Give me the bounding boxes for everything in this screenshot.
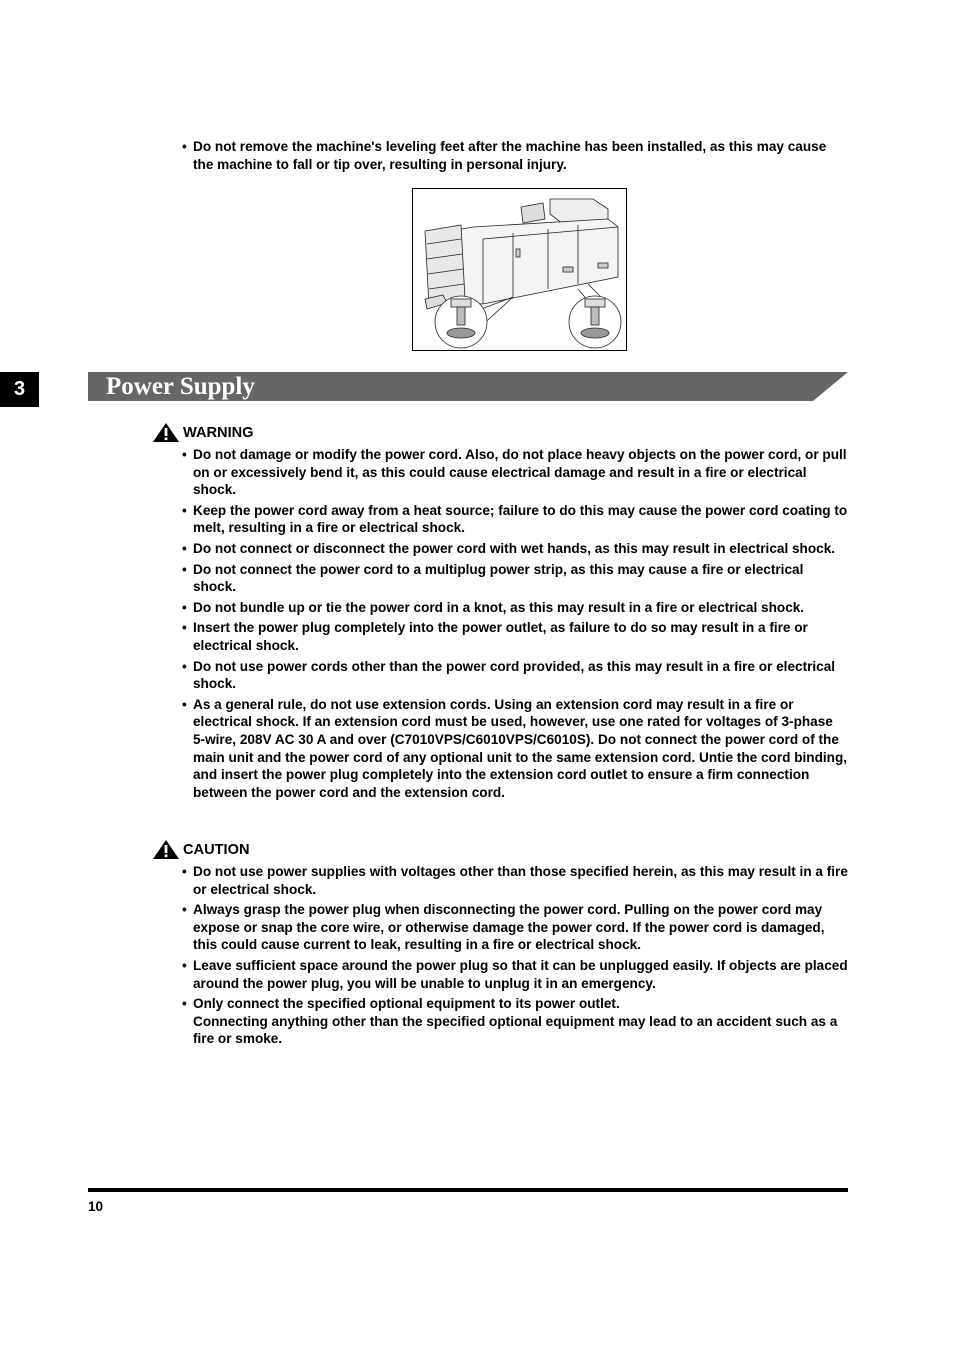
warning-item-text: Do not use power cords other than the power cord provided, as this may result in a fire or electrical shock. [193, 658, 836, 692]
list-item [182, 619, 848, 654]
list-item [182, 446, 848, 499]
bullet-glyph: • [182, 864, 187, 879]
machine-leveling-feet-illustration [412, 188, 627, 351]
caution-list [182, 863, 848, 1051]
bullet-glyph: • [182, 658, 187, 674]
caution-heading [152, 839, 249, 860]
warning-triangle-icon [152, 422, 180, 443]
bullet-glyph: • [182, 902, 187, 918]
caution-item-text: Always grasp the power plug when disconnecting the power cord. Pulling on the power cord may expose or snap the core wire, or otherwise damage the power cord. If the power cord is damaged, this could cause current to leak, resulting in a fire or electrical shock. [193, 902, 825, 953]
warning-item-text: Keep the power cord away from a heat source; failure to do this may cause the power cord coating to melt, resulting in a fire or electrical shock. [193, 502, 848, 536]
list-item [182, 696, 848, 802]
footer-rule [88, 1188, 848, 1192]
caution-item-text-continued: Connecting anything other than the specified optional equipment may lead to an accident such as a fire or smoke. [193, 1013, 838, 1047]
warning-item-text: As a general rule, do not use extension cords. Using an extension cord may result in a fire or electrical shock. If an extension cord must be used, however, use one rated for voltages of 3-phase 5-wire, 208V AC 30 A and over (C7010VPS/C6010VPS/C6010S). Do not connect the power cord of the main unit and the power cord of any optional unit to the same extension cord. Untie the cord binding, and insert the power plug completely into the extension cord outlet to ensure a firm connection between the power cord and the extension cord. [193, 696, 848, 800]
warning-item-text: Do not bundle up or tie the power cord in a knot, as this may result in a fire or electrical shock. [193, 599, 805, 615]
leveling-feet-note [182, 138, 832, 176]
leveling-feet-text: Do not remove the machine's leveling feet after the machine has been installed, as this may cause the machine to fall or tip over, resulting in personal injury. [193, 139, 827, 172]
warning-triangle-icon [152, 839, 180, 860]
caution-item-text: Only connect the specified optional equipment to its power outlet. [193, 996, 620, 1012]
list-item [182, 957, 848, 992]
caution-item-text: Leave sufficient space around the power plug so that it can be unplugged easily. If objects are placed around the power plug, you will be unable to unplug it in an emergency. [193, 957, 848, 991]
bullet-glyph: • [182, 696, 187, 712]
bullet-glyph: • [182, 599, 187, 615]
warning-heading [152, 422, 254, 443]
page-number: 10 [88, 1199, 104, 1214]
list-item [182, 599, 848, 617]
list-item [182, 138, 832, 173]
warning-item-text: Do not connect the power cord to a multiplug power strip, as this may cause a fire or electrical shock. [193, 561, 804, 595]
warning-item-text: Insert the power plug completely into the power outlet, as failure to do so may result in a fire or electrical shock. [193, 620, 808, 653]
list-item [182, 901, 848, 954]
bullet-glyph: • [182, 139, 187, 154]
warning-item-text: Do not connect or disconnect the power cord with wet hands, as this may result in electrical shock. [193, 540, 836, 556]
list-item [182, 502, 848, 537]
list-item [182, 863, 848, 898]
warning-heading-text: WARNING [183, 424, 254, 441]
bullet-glyph: • [182, 502, 187, 518]
section-title: Power Supply [106, 373, 255, 400]
bullet-glyph: • [182, 447, 187, 462]
list-item [182, 561, 848, 596]
bullet-glyph: • [182, 561, 187, 577]
list-item [182, 658, 848, 693]
caution-item-text: Do not use power supplies with voltages other than those specified herein, as this may result in a fire or electrical shock. [193, 864, 848, 897]
machine-drawing [413, 189, 626, 350]
bullet-glyph: • [182, 540, 187, 556]
chapter-tab: 3 [0, 372, 39, 407]
section-header [88, 372, 848, 401]
list-item [182, 540, 848, 558]
list-item [182, 995, 848, 1048]
bullet-glyph: • [182, 996, 187, 1012]
warning-item-text: Do not damage or modify the power cord. Also, do not place heavy objects on the power cord, or pull on or excessively bend it, as this could cause electrical damage and result in a fire or electrical shock. [193, 447, 847, 498]
caution-heading-text: CAUTION [183, 841, 250, 858]
warning-list [182, 446, 848, 804]
bullet-glyph: • [182, 957, 187, 973]
bullet-glyph: • [182, 620, 187, 636]
